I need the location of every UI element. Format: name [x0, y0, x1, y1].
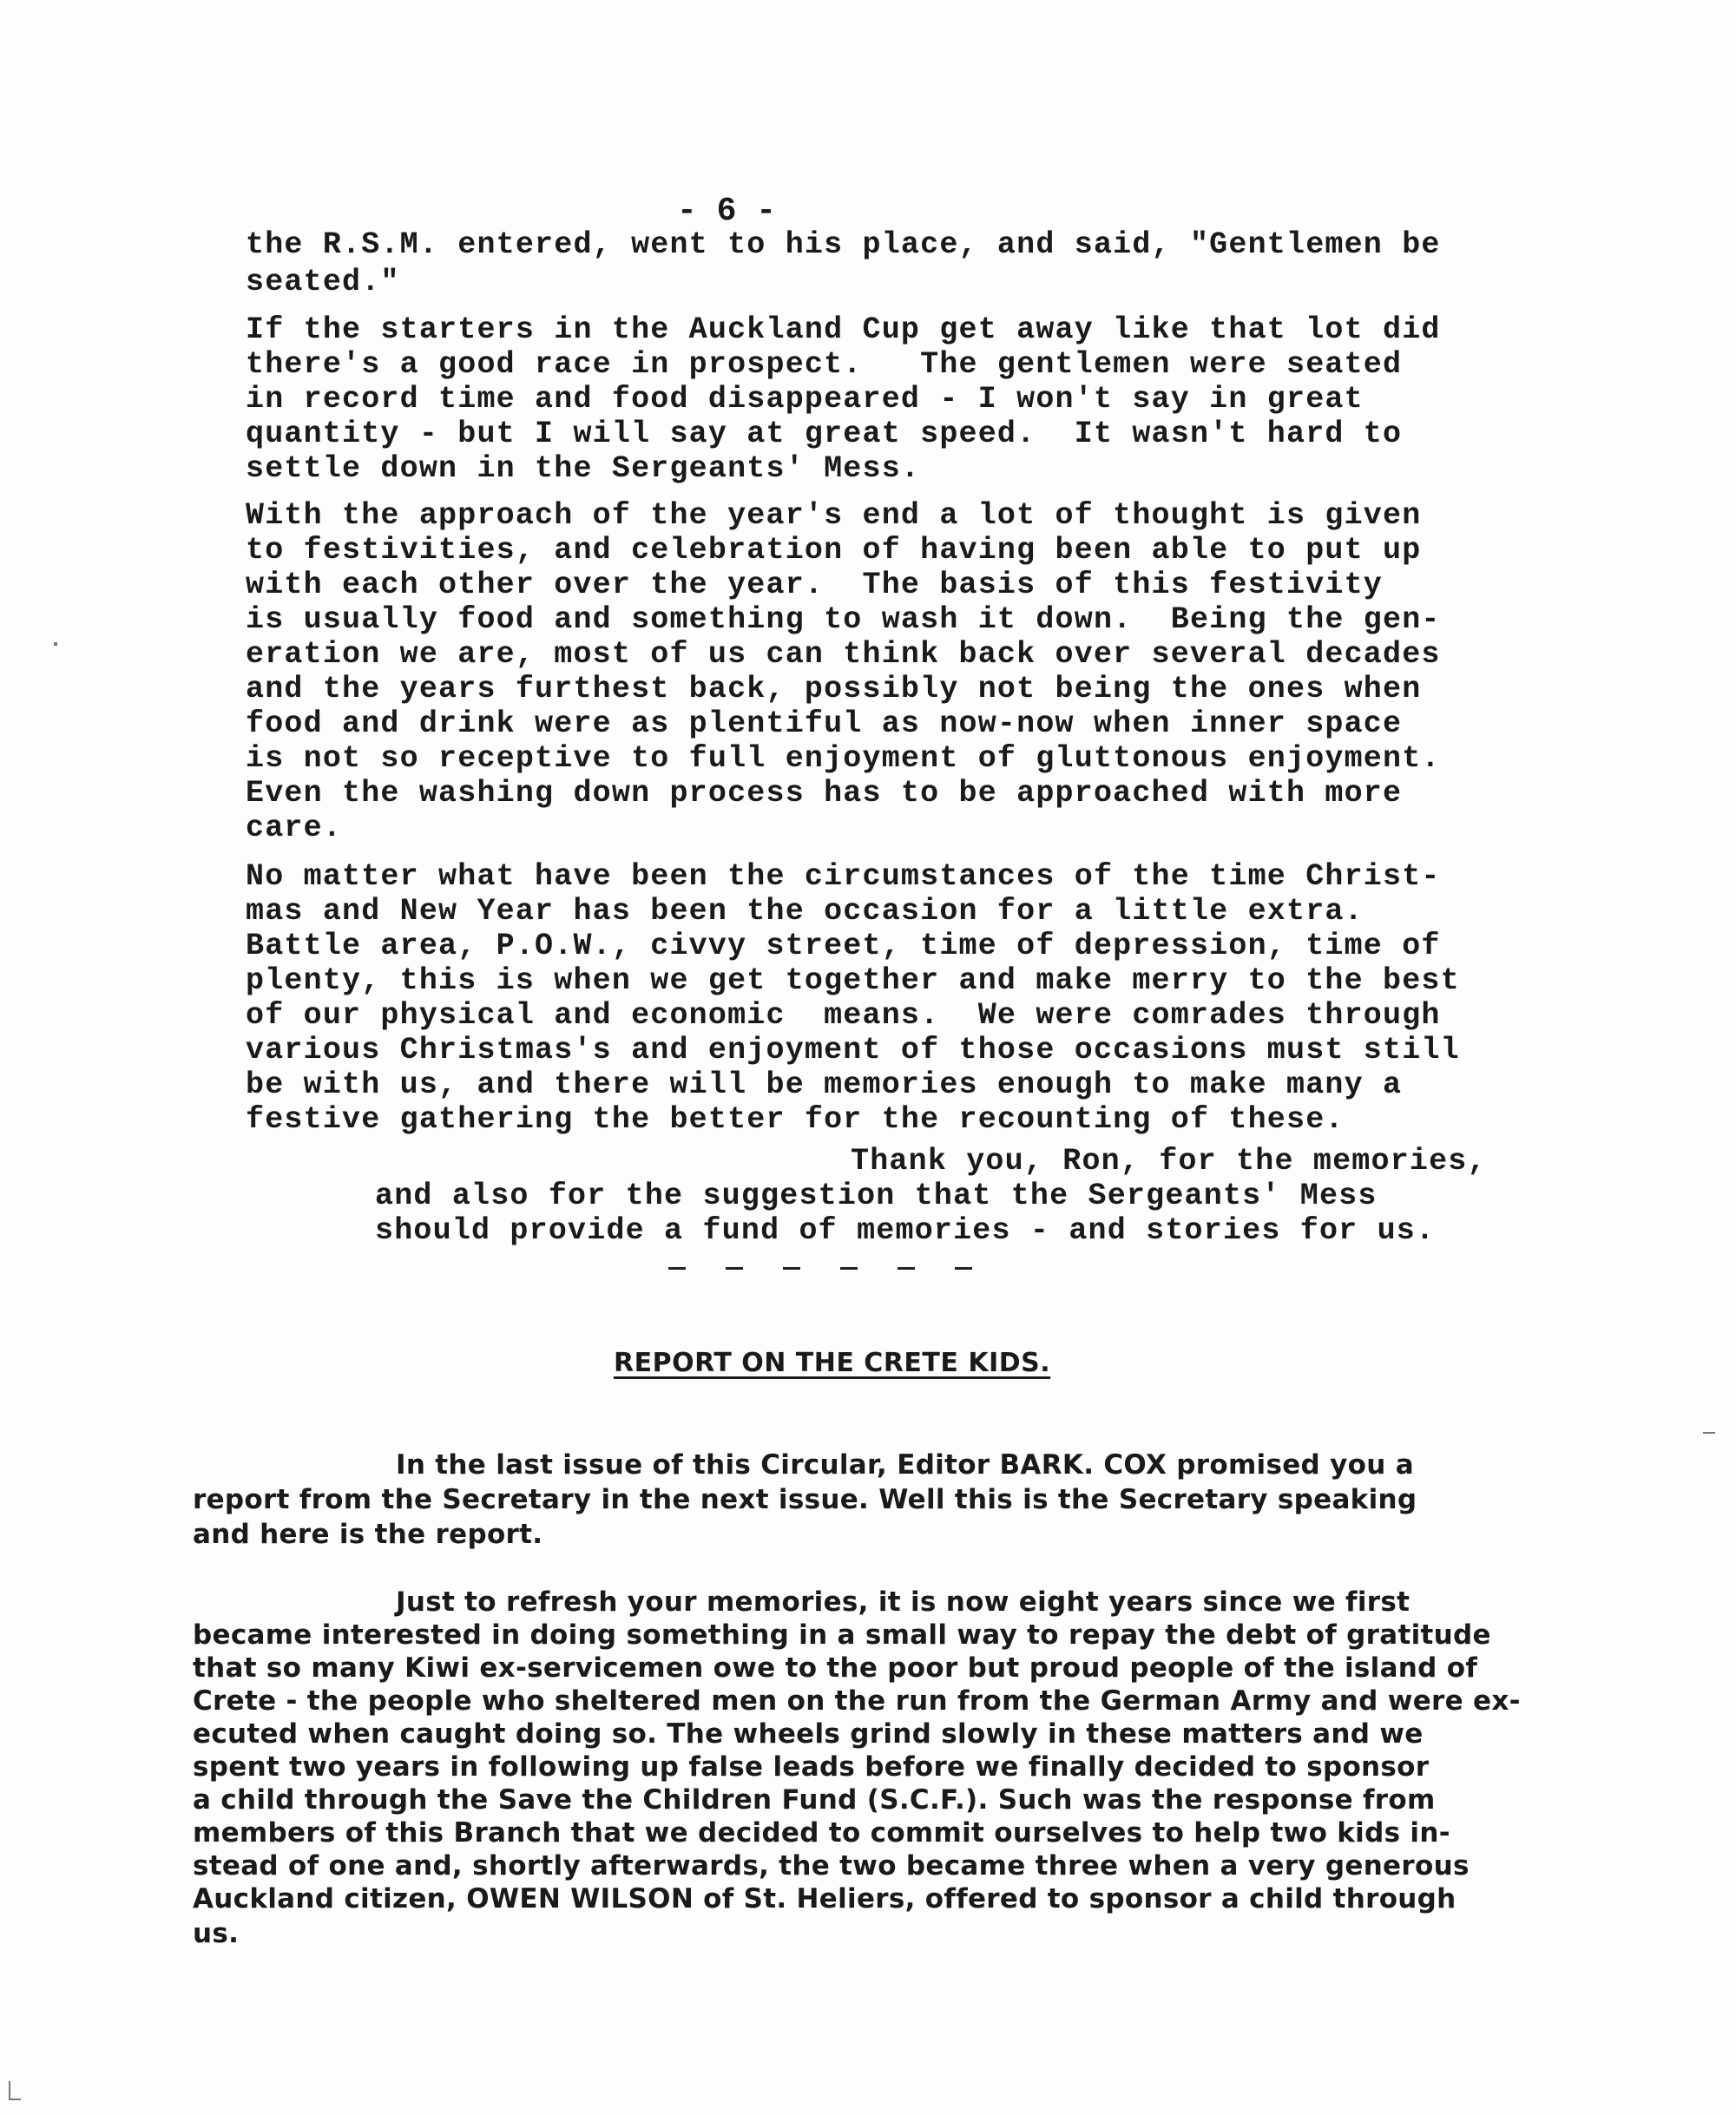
text-line: various Christmas's and enjoyment of those occasions must still [246, 1033, 1460, 1067]
text-line: of our physical and economic means. We were comrades through [246, 998, 1441, 1033]
text-line: stead of one and, shortly afterwards, the two became three when a very generous [193, 1850, 1470, 1882]
dash-separator [668, 1267, 972, 1270]
text-line: In the last issue of this Circular, Editor BARK. COX promised you a [396, 1449, 1414, 1481]
separator-dash [726, 1267, 743, 1270]
scan-speck [54, 642, 57, 646]
text-line: there's a good race in prospect. The gentlemen were seated [246, 347, 1403, 382]
text-line: spent two years in following up false leads before we finally decided to sponsor [193, 1751, 1430, 1783]
separator-dash [668, 1267, 686, 1270]
scan-speck [9, 2099, 21, 2100]
text-line: seated." [246, 265, 400, 299]
text-line: with each other over the year. The basis of this festivity [246, 568, 1384, 602]
text-line: report from the Secretary in the next issue. Well this is the Secretary speaking [193, 1484, 1417, 1515]
separator-dash [840, 1267, 858, 1270]
text-line: should provide a fund of memories - and stories for us. [375, 1213, 1436, 1248]
text-line: became interested in doing something in a small way to repay the debt of gratitude [193, 1619, 1491, 1651]
scan-speck [1703, 1432, 1715, 1434]
text-line: festive gathering the better for the recounting of these. [246, 1102, 1345, 1137]
text-line: Crete - the people who sheltered men on the run from the German Army and were ex- [193, 1685, 1521, 1717]
separator-dash [955, 1267, 972, 1270]
section-heading: REPORT ON THE CRETE KIDS. [614, 1348, 1051, 1378]
page-number: - 6 - [677, 193, 777, 230]
text-line: mas and New Year has been the occasion for a little extra. [246, 894, 1364, 929]
text-line: Just to refresh your memories, it is now eight years since we first [396, 1586, 1410, 1618]
text-line: food and drink were as plentiful as now-now when inner space [246, 706, 1403, 741]
text-line: If the starters in the Auckland Cup get away like that lot did [246, 312, 1441, 347]
text-line: is usually food and something to wash it down. Being the gen- [246, 602, 1441, 637]
text-line: Thank you, Ron, for the memories, [851, 1144, 1487, 1179]
text-line: quantity - but I will say at great speed. It wasn't hard to [246, 417, 1403, 451]
text-line: and here is the report. [193, 1519, 543, 1550]
text-line: the R.S.M. entered, went to his place, and said, "Gentlemen be [246, 227, 1441, 262]
text-line: plenty, this is when we get together and make merry to the best [246, 963, 1460, 998]
separator-dash [783, 1267, 800, 1270]
text-line: With the approach of the year's end a lot of thought is given [246, 498, 1422, 533]
text-line: us. [193, 1918, 240, 1949]
text-line: care. [246, 811, 343, 845]
text-line: to festivities, and celebration of having been able to put up [246, 533, 1422, 568]
text-line: eration we are, most of us can think back over several decades [246, 637, 1441, 672]
text-line: a child through the Save the Children Fund (S.C.F.). Such was the response from [193, 1784, 1436, 1816]
text-line: and also for the suggestion that the Sergeants' Mess [375, 1179, 1378, 1213]
scan-speck [9, 2081, 10, 2100]
text-line: ecuted when caught doing so. The wheels grind slowly in these matters and we [193, 1718, 1424, 1750]
separator-dash [898, 1267, 915, 1270]
text-line: settle down in the Sergeants' Mess. [246, 451, 921, 486]
text-line: members of this Branch that we decided to commit ourselves to help two kids in- [193, 1817, 1450, 1849]
text-line: in record time and food disappeared - I won't say in great [246, 382, 1364, 417]
text-line: Battle area, P.O.W., civvy street, time of depression, time of [246, 929, 1441, 963]
text-line: Even the washing down process has to be approached with more [246, 776, 1403, 811]
text-line: that so many Kiwi ex-servicemen owe to the poor but proud people of the island of [193, 1652, 1478, 1684]
text-line: and the years furthest back, possibly not being the ones when [246, 672, 1422, 706]
text-line: is not so receptive to full enjoyment of gluttonous enjoyment. [246, 741, 1441, 776]
text-line: Auckland citizen, OWEN WILSON of St. Heliers, offered to sponsor a child through [193, 1883, 1457, 1915]
text-line: No matter what have been the circumstances of the time Christ- [246, 859, 1441, 894]
text-line: be with us, and there will be memories enough to make many a [246, 1067, 1403, 1102]
